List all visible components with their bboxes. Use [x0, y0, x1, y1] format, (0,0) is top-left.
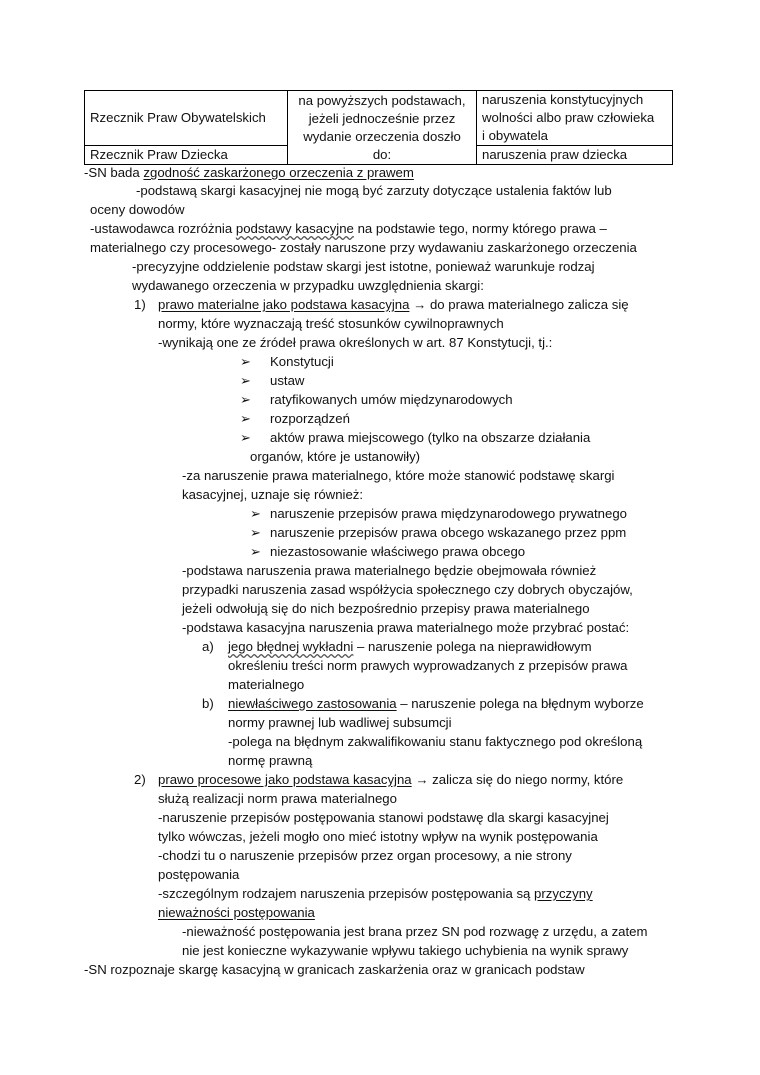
- text-line: prawo procesowe jako podstawa kasacyjna → zalicza się do niego normy, które: [158, 772, 624, 787]
- underlined-term: jego błędnej wykładni: [228, 639, 354, 654]
- text-line: -SN bada zgodność zaskarżonego orzeczenia z prawem: [84, 165, 414, 180]
- cell-text: naruszenia konstytucyjnych: [482, 92, 644, 107]
- text-line: przypadki naruszenia zasad współżycia społecznego czy dobrych obyczajów,: [182, 582, 633, 597]
- text-line: prawo materialne jako podstawa kasacyjna → do prawa materialnego zalicza się: [158, 297, 629, 312]
- cell-text: Rzecznik Praw Dziecka: [90, 147, 228, 162]
- text-line: oceny dowodów: [90, 202, 185, 217]
- text-line: [158, 904, 315, 922]
- cell-text: wydanie orzeczenia doszło: [303, 128, 461, 144]
- arrow-bullet-icon: ➢: [240, 411, 252, 426]
- arrow-bullet-icon: ➢: [240, 373, 252, 388]
- list-item: ➢ naruszenie przepisów prawa międzynarodowego prywatnego: [250, 506, 627, 521]
- cell-text: do:: [372, 146, 392, 162]
- text-line: materialnego czy procesowego- zostały naruszone przy wydawaniu zaskarżonego orzeczenia: [90, 240, 637, 255]
- text-line: -naruszenie przepisów postępowania stanowi podstawę dla skargi kasacyjnej: [158, 810, 609, 825]
- text-line: -za naruszenie prawa materialnego, które może stanowić podstawę skargi: [182, 468, 615, 483]
- text-line: -nieważność postępowania jest brana przez SN pod rozwagę z urzędu, a zatem: [182, 924, 648, 939]
- list-item: ➢ Konstytucji: [240, 354, 334, 369]
- text-line: wydawanego orzeczenia w przypadku uwzględnienia skargi:: [132, 278, 484, 293]
- text-line: określeniu treści norm prawych wyprowadzanych z przepisów prawa: [228, 658, 628, 673]
- representatives-table: [84, 90, 673, 165]
- cell-text: na powyższych podstawach,: [298, 92, 466, 108]
- list-number: 1): [134, 297, 146, 312]
- text-line: -szczególnym rodzajem naruszenia przepisów postępowania są przyczyny: [158, 886, 593, 901]
- text-line: -precyzyjne oddzielenie podstaw skargi jest istotne, ponieważ warunkuje rodzaj: [132, 259, 595, 274]
- table-cell: [85, 146, 288, 165]
- text-line: organów, które je ustanowiły): [250, 449, 421, 464]
- text-line: jeżeli odwołują się do nich bezpośrednio przepisy prawa materialnego: [182, 601, 590, 616]
- list-item: ➢ ratyfikowanych umów międzynarodowych: [240, 392, 513, 407]
- text-line: -podstawą skargi kasacyjnej nie mogą być zarzuty dotyczące ustalenia faktów lub: [136, 183, 612, 198]
- table-cell: [85, 91, 288, 146]
- cell-text: naruszenia praw dziecka: [482, 147, 628, 162]
- table-row: [85, 91, 673, 146]
- arrow-right-icon: →: [413, 297, 427, 312]
- list-letter: a): [202, 639, 214, 654]
- cell-text: wolności albo praw człowieka: [482, 110, 655, 125]
- text-line: normy prawnej lub wadliwej subsumcji: [228, 715, 452, 730]
- underlined-term: przyczyny: [534, 886, 593, 901]
- underlined-term: niewłaściwego zastosowania: [228, 696, 397, 711]
- text-line: jego błędnej wykładni – naruszenie polega na nieprawidłowym: [228, 639, 592, 654]
- underlined-term: prawo procesowe jako podstawa kasacyjna: [158, 772, 412, 787]
- arrow-bullet-icon: ➢: [240, 354, 252, 369]
- table-cell-merged: [288, 91, 477, 165]
- arrow-bullet-icon: ➢: [240, 392, 252, 407]
- text-line: normę prawną: [228, 753, 313, 768]
- underlined-term: prawo materialne jako podstawa kasacyjna: [158, 297, 410, 312]
- table-cell: [477, 91, 673, 146]
- text-line: kasacyjnej, uznaje się również:: [182, 487, 364, 502]
- list-item: ➢ aktów prawa miejscowego (tylko na obszarze działania: [240, 430, 591, 445]
- arrow-bullet-icon: ➢: [250, 525, 262, 540]
- text-line: niewłaściwego zastosowania – naruszenie polega na błędnym wyborze: [228, 696, 644, 711]
- cell-text: i obywatela: [482, 128, 548, 143]
- list-item: ➢ niezastosowanie właściwego prawa obcego: [250, 544, 526, 559]
- text-line: -podstawa kasacyjna naruszenia prawa materialnego może przybrać postać:: [182, 620, 630, 635]
- list-item: ➢ naruszenie przepisów prawa obcego wskazanego przez ppm: [250, 525, 627, 540]
- list-item: ➢ ustaw: [240, 373, 305, 388]
- cell-text: Rzecznik Praw Obywatelskich: [90, 110, 266, 125]
- text-line: -podstawa naruszenia prawa materialnego będzie obejmowała również: [182, 563, 597, 578]
- text-line: tylko wówczas, jeżeli mogło ono mieć istotny wpływ na wynik postępowania: [158, 829, 598, 844]
- underlined-term: zgodność zaskarżonego orzeczenia z prawem: [143, 165, 414, 180]
- text-line: -polega na błędnym zakwalifikowaniu stanu faktycznego pod określoną: [228, 734, 643, 749]
- arrow-bullet-icon: ➢: [240, 430, 252, 445]
- text-line: -wynikają one ze źródeł prawa określonych w art. 87 Konstytucji, tj.:: [158, 335, 553, 350]
- text-line: materialnego: [228, 677, 305, 692]
- text-line: nie jest konieczne wykazywanie wpływu takiego uchybienia na wynik sprawy: [182, 943, 629, 958]
- text-line: -SN rozpoznaje skargę kasacyjną w granicach zaskarżenia oraz w granicach podstaw: [84, 962, 585, 977]
- text-line: -chodzi tu o naruszenie przepisów przez organ procesowy, a nie strony: [158, 848, 572, 863]
- underlined-term: podstawy kasacyjne: [235, 221, 354, 236]
- list-letter: b): [202, 696, 214, 711]
- text-line: postępowania: [158, 867, 240, 882]
- text-line: służą realizacji norm prawa materialnego: [158, 791, 397, 806]
- table-cell: [477, 146, 673, 165]
- arrow-bullet-icon: ➢: [250, 544, 262, 559]
- list-number: 2): [134, 772, 146, 787]
- list-item: ➢ rozporządzeń: [240, 411, 350, 426]
- text-line: normy, które wyznaczają treść stosunków cywilnoprawnych: [158, 316, 504, 331]
- underlined-term: nieważności postępowania: [158, 905, 315, 920]
- text-line: -ustawodawca rozróżnia podstawy kasacyjne na podstawie tego, normy którego prawa –: [90, 221, 607, 236]
- arrow-right-icon: →: [415, 772, 429, 787]
- arrow-bullet-icon: ➢: [250, 506, 262, 521]
- cell-text: jeżeli jednocześnie przez: [308, 110, 456, 126]
